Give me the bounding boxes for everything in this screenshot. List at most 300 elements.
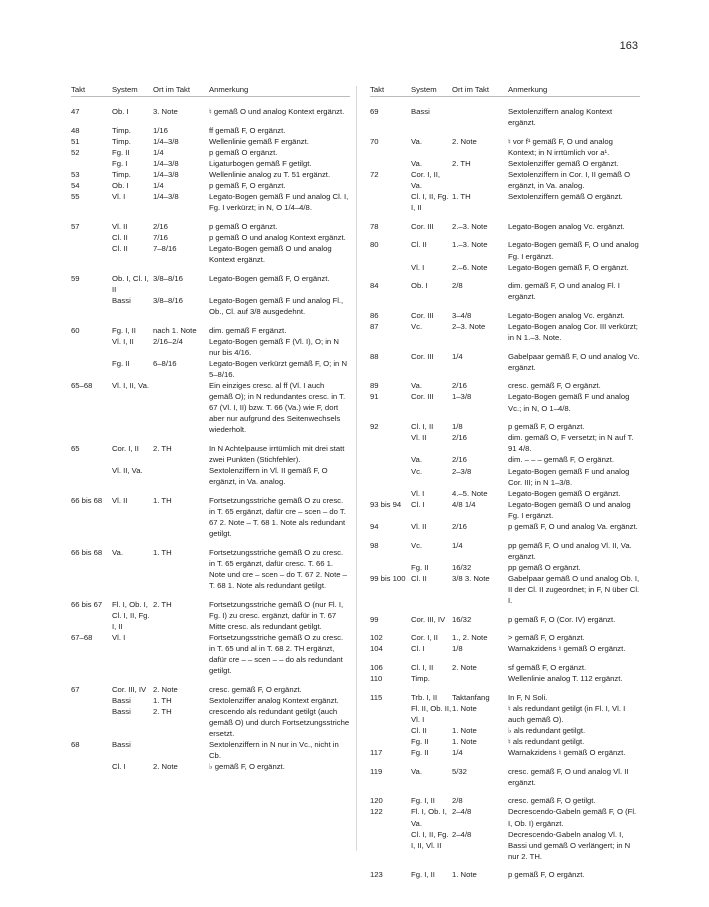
table-row <box>370 725 640 736</box>
table-row <box>71 739 350 761</box>
cell-system: Vl. I <box>411 488 425 498</box>
header-ort: Ort im Takt <box>452 85 490 94</box>
cell-ort: 4.–5. Note <box>452 488 488 498</box>
cell-ort: 1/4 <box>153 147 164 157</box>
cell-anmerkung: ♮ als redundant getilgt. <box>508 737 585 746</box>
cell-takt <box>71 295 112 317</box>
cell-takt: 55 <box>71 192 80 202</box>
table-row <box>71 761 350 772</box>
table-row <box>370 703 640 725</box>
table-row <box>71 336 350 358</box>
cell-takt: 47 <box>71 107 80 116</box>
cell-system: Fg. II <box>411 748 429 758</box>
table-row <box>370 351 640 373</box>
cell-anmerkung: Warnakzidens ♮ gemäß O ergänzt. <box>508 748 626 758</box>
cell-takt: 54 <box>71 181 80 191</box>
table-row <box>71 221 350 232</box>
cell-anmerkung: p gemäß F, O ergänzt. <box>209 181 286 191</box>
table-row <box>71 599 350 632</box>
cell-system: Cl. II <box>112 232 128 242</box>
table-row <box>370 280 640 302</box>
cell-takt: 106 <box>370 662 383 672</box>
table-row <box>71 325 350 336</box>
cell-takt <box>71 243 112 265</box>
cell-system: Vc. <box>411 540 423 550</box>
table-row <box>71 706 350 739</box>
cell-system: Cor. III <box>411 221 434 231</box>
cell-takt: 120 <box>370 796 383 806</box>
cell-ort: 1/4 <box>452 351 463 361</box>
cell-system: Cl. I <box>411 499 425 509</box>
cell-system: Fg. I <box>112 158 128 168</box>
table-row <box>71 547 350 591</box>
cell-takt <box>370 488 411 499</box>
cell-system: Cor. III, IV <box>411 614 446 624</box>
cell-takt <box>370 158 411 169</box>
cell-system: Bassi <box>112 295 131 305</box>
table-row <box>370 540 640 562</box>
cell-anmerkung: Gabelpaar gemäß F, O und analog Vc. ergänzt. <box>508 351 640 372</box>
page-number: 163 <box>619 40 638 52</box>
cell-takt: 66 bis 67 <box>71 599 103 609</box>
cell-anmerkung: Fortsetzungsstriche gemäß O zu cresc. in T. 65 und al in T. 68 2. TH ergänzt, dafür cre – – scen – – do als redundant getilgt. <box>209 632 344 676</box>
cell-system: Fg. II <box>411 562 429 572</box>
cell-ort: 2.–6. Note <box>452 262 488 272</box>
cell-system: Fg. II <box>411 737 429 746</box>
table-row <box>71 125 350 136</box>
cell-ort: 3/8 3. Note <box>452 573 490 583</box>
table-row <box>370 169 640 191</box>
cell-ort: 2/16 <box>452 381 467 391</box>
cell-takt: 60 <box>71 325 80 335</box>
cell-takt <box>370 562 411 573</box>
cell-takt: 51 <box>71 136 80 146</box>
cell-system: Cl. I, II, Fg. I, II, Vl. II <box>411 829 449 850</box>
cell-anmerkung: Wellenlinie analog T. 112 ergänzt. <box>508 674 623 684</box>
cell-system: Cor. III, IV <box>112 684 147 694</box>
cell-anmerkung: dim. – – – gemäß F, O ergänzt. <box>508 455 614 465</box>
cell-ort: 6–8/16 <box>153 358 177 368</box>
cell-takt <box>370 454 411 465</box>
cell-ort: Taktanfang <box>452 692 490 702</box>
cell-takt <box>71 695 112 706</box>
cell-ort: 3–4/8 <box>452 310 472 320</box>
cell-takt <box>71 158 112 169</box>
cell-takt: 72 <box>370 169 379 179</box>
cell-takt: 117 <box>370 748 383 758</box>
cell-system: Bassi <box>411 107 430 116</box>
cell-system: Ob. I <box>112 107 129 116</box>
cell-anmerkung: Legato-Bogen gemäß F, O und analog Fg. I ergänzt. <box>508 240 639 261</box>
cell-system: Trb. I, II <box>411 692 438 702</box>
cell-anmerkung: Legato-Bogen analog Vc. ergänzt. <box>508 221 625 231</box>
column-separator <box>356 86 357 851</box>
cell-system: Timp. <box>112 136 131 146</box>
cell-ort <box>153 380 209 435</box>
cell-anmerkung: cresc. gemäß F, O und analog Vl. II ergänzt. <box>508 766 629 787</box>
cell-ort <box>452 106 508 128</box>
cell-system: Vl. I <box>411 262 425 272</box>
table-row <box>370 766 640 788</box>
cell-ort: 1. TH <box>153 695 172 705</box>
table-row <box>370 614 640 625</box>
table-row <box>370 158 640 169</box>
cell-ort: 16/32 <box>452 562 472 572</box>
cell-anmerkung: Legato-Bogen gemäß F (Vl. I), O; in N nur bis 4/16. <box>209 336 339 357</box>
cell-system: Fl. I, Ob. I, Va. <box>411 807 447 828</box>
cell-ort: 1/4–3/8 <box>153 158 179 168</box>
table-row <box>71 443 350 465</box>
cell-system: Bassi <box>112 695 131 705</box>
table-row <box>71 180 350 191</box>
cell-system: Cl. II <box>411 573 427 583</box>
cell-system: Bassi <box>112 740 131 750</box>
cell-ort: 3/8–8/16 <box>153 295 183 305</box>
cell-system: Vl. I, II <box>112 336 134 346</box>
cell-ort: 3. Note <box>153 107 178 116</box>
table-row <box>370 106 640 128</box>
cell-ort: 1/4 <box>153 181 164 191</box>
cell-system: Fl. II, Ob. II, Vl. I <box>411 703 452 724</box>
cell-system: Vl. I <box>112 192 126 202</box>
cell-anmerkung: p gemäß F, O ergänzt. <box>508 422 585 432</box>
cell-takt: 53 <box>71 169 80 179</box>
cell-ort: 1. Note <box>452 870 477 880</box>
right-column <box>370 84 640 881</box>
cell-takt: 104 <box>370 644 383 654</box>
cell-system: Cor. III <box>411 351 434 361</box>
cell-takt: 69 <box>370 107 379 116</box>
table-row <box>370 795 640 806</box>
table-row <box>370 488 640 499</box>
cell-anmerkung: Sextolenziffern in Vl. II gemäß F, O ergänzt, in Va. analog. <box>209 466 328 487</box>
table-row <box>370 466 640 488</box>
cell-system: Fg. I, II <box>411 870 435 880</box>
cell-takt: 98 <box>370 540 379 550</box>
cell-anmerkung: Legato-Bogen gemäß F und analog Fl., Ob., Cl. auf 3/8 ausgedehnt. <box>209 295 344 316</box>
cell-takt <box>71 358 112 380</box>
cell-takt: 67 <box>71 684 80 694</box>
cell-takt <box>370 432 411 454</box>
cell-system: Cor. I, II <box>112 444 139 454</box>
cell-ort: 1/8 <box>452 422 463 432</box>
cell-anmerkung: Legato-Bogen gemäß O ergänzt. <box>508 488 621 498</box>
cell-system: Vc. <box>411 466 423 476</box>
cell-ort: 2. TH <box>153 599 172 609</box>
cell-system: Vl. II <box>411 433 427 443</box>
cell-system: Fg. I, II <box>112 325 136 335</box>
table-row <box>370 632 640 643</box>
cell-takt: 88 <box>370 351 379 361</box>
cell-system: Fg. I, II <box>411 796 435 806</box>
cell-takt: 99 <box>370 614 379 624</box>
cell-system: Va. <box>411 158 422 168</box>
cell-anmerkung: ♮ als redundant getilgt (in Fl. I, Vl. I auch gemäß O). <box>508 703 626 724</box>
table-row <box>71 191 350 213</box>
cell-takt: 123 <box>370 870 383 880</box>
cell-ort: 2/16 <box>452 522 467 531</box>
cell-takt: 66 bis 68 <box>71 495 103 505</box>
cell-ort <box>452 673 508 684</box>
cell-system: Cl. II <box>112 244 128 254</box>
cell-anmerkung: Legato-Bogen gemäß F und analog Vc.; in N, O 1–4/8. <box>508 392 630 413</box>
table-row <box>71 684 350 695</box>
header-takt: Takt <box>71 85 86 94</box>
cell-takt: 57 <box>71 221 80 231</box>
table-row <box>370 262 640 273</box>
cell-ort: 16/32 <box>452 614 472 624</box>
cell-system: Bassi <box>112 707 131 716</box>
table-row <box>370 747 640 758</box>
cell-anmerkung: p gemäß O ergänzt. <box>209 147 278 157</box>
cell-takt <box>71 232 112 243</box>
cell-ort: 2. Note <box>452 662 477 672</box>
cell-takt: 91 <box>370 392 379 402</box>
cell-anmerkung: p gemäß O ergänzt. <box>209 221 278 231</box>
table-row <box>71 136 350 147</box>
cell-ort: 7–8/16 <box>153 244 177 254</box>
cell-ort: 2/16 <box>452 455 467 465</box>
cell-anmerkung: ♮ vor f¹ gemäß F, O und analog Kontext; in N irrtümlich vor a¹. <box>508 136 613 157</box>
cell-anmerkung: Ein einziges cresc. al ff (Vl. I auch gemäß O); in N redundantes cresc. in T. 67 (Vl. I, II) bzw. T. 66 (Va.) wie F, dort aber nur aufgrund des Seitenwechsels wiederholt. <box>209 381 346 435</box>
cell-anmerkung: Legato-Bogen gemäß F und analog Cor. III; in N 1–3/8. <box>508 466 630 487</box>
cell-ort: 1/4–3/8 <box>153 192 179 202</box>
table-body <box>370 106 640 881</box>
table-header <box>71 84 350 97</box>
cell-anmerkung: ♮ gemäß O und analog Kontext ergänzt. <box>209 107 345 116</box>
cell-ort: 1/4 <box>452 540 463 550</box>
cell-anmerkung: Sextolenziffern analog Kontext ergänzt. <box>508 107 613 128</box>
cell-takt: 80 <box>370 240 379 250</box>
cell-takt <box>370 736 411 747</box>
table-row <box>370 221 640 232</box>
table-row <box>71 632 350 676</box>
cell-anmerkung: Legato-Bogen gemäß O und analog Fg. I ergänzt. <box>508 499 631 520</box>
cell-ort: 1. Note <box>452 703 477 713</box>
cell-anmerkung: In N Achtelpause irrtümlich mit drei statt zwei Punkten (Stichfehler). <box>209 444 345 465</box>
cell-ort: 1. Note <box>452 725 477 735</box>
cell-ort: 2. Note <box>153 684 178 694</box>
cell-ort: 2/8 <box>452 796 463 806</box>
cell-ort: 2/16 <box>452 433 467 443</box>
table-row <box>370 310 640 321</box>
cell-takt: 87 <box>370 322 379 331</box>
cell-anmerkung: ♭ gemäß F, O ergänzt. <box>209 762 285 772</box>
cell-system: Fl. I, Ob. I, Cl. I, II, Fg. I, II <box>112 599 150 631</box>
cell-anmerkung: Sextolenziffern in Cor. I, II gemäß O ergänzt, in Va. analog. <box>508 169 631 191</box>
cell-takt <box>71 465 112 487</box>
cell-takt: 115 <box>370 692 383 702</box>
header-system: System <box>411 85 437 94</box>
table-row <box>370 391 640 413</box>
cell-anmerkung: cresc. gemäß F, O getilgt. <box>508 796 596 806</box>
cell-system: Va. <box>411 381 422 391</box>
cell-ort: 1/8 <box>452 644 463 654</box>
cell-ort <box>153 739 209 761</box>
table-row <box>71 158 350 169</box>
cell-takt: 70 <box>370 136 379 146</box>
cell-takt <box>71 761 112 772</box>
cell-ort: 5/32 <box>452 766 467 776</box>
table-row <box>370 869 640 880</box>
cell-anmerkung: Sextolenziffer analog Kontext ergänzt. <box>209 695 339 705</box>
table-row <box>370 239 640 261</box>
table-row <box>71 465 350 487</box>
cell-ort: 2–4/8 <box>452 807 472 817</box>
cell-anmerkung: dim. gemäß F, O und analog Fl. I ergänzt. <box>508 281 620 302</box>
cell-system: Cl. I <box>112 762 126 772</box>
header-takt: Takt <box>370 85 385 94</box>
cell-ort: 4/8 1/4 <box>452 499 476 509</box>
cell-anmerkung: Decrescendo-Gabeln analog Vl. I, Bassi und gemäß O verlängert; in N nur 2. TH. <box>508 829 631 861</box>
cell-system: Vl. II, Va. <box>112 466 143 476</box>
cell-system: Timp. <box>112 169 131 179</box>
cell-anmerkung: Gabelpaar gemäß O und analog Ob. I, II der Cl. II zugeordnet; in F, N über Cl. I. <box>508 573 640 606</box>
table-body <box>71 106 350 773</box>
cell-system: Cor. I, II <box>411 633 438 643</box>
cell-takt: 89 <box>370 381 379 391</box>
table-row <box>370 321 640 343</box>
cell-system: Cl. I <box>411 644 425 654</box>
cell-anmerkung: Decrescendo-Gabeln gemäß F, O (Fl. I, Ob. I) ergänzt. <box>508 807 637 828</box>
cell-ort: 1., 2. Note <box>452 633 488 643</box>
cell-system: Ob. I, Cl. I, II <box>112 273 149 294</box>
cell-anmerkung: Ligaturbogen gemäß F getilgt. <box>209 158 312 168</box>
cell-takt: 68 <box>71 740 80 750</box>
cell-anmerkung: Legato-Bogen analog Vc. ergänzt. <box>508 310 625 320</box>
cell-ort: 1–3/8 <box>452 392 472 402</box>
header-ort: Ort im Takt <box>153 85 191 94</box>
cell-ort: 2. TH <box>153 444 172 454</box>
cell-anmerkung: > gemäß F, O ergänzt. <box>508 633 585 643</box>
table-row <box>71 495 350 539</box>
table-row <box>370 736 640 747</box>
cell-ort: 1. Note <box>452 737 477 746</box>
cell-takt: 67–68 <box>71 632 93 642</box>
cell-anmerkung: Legato-Bogen gemäß F und analog Cl. I, Fg. I verkürzt; in N, O 1/4–4/8. <box>209 192 349 213</box>
left-column <box>71 84 350 773</box>
cell-takt: 65 <box>71 444 80 454</box>
cell-ort: 2–3/8 <box>452 466 472 476</box>
cell-anmerkung: Legato-Bogen analog Cor. III verkürzt; in N 1.–3. Note. <box>508 322 638 343</box>
cell-system: Cl. I, II, Fg. I, II <box>411 192 449 213</box>
cell-system: Cor. I, II, Va. <box>411 169 441 191</box>
table-row <box>370 692 640 703</box>
table-row <box>71 380 350 435</box>
cell-takt: 66 bis 68 <box>71 547 103 557</box>
cell-anmerkung: cresc. gemäß F, O ergänzt. <box>508 381 601 391</box>
cell-ort: 1/4–3/8 <box>153 169 179 179</box>
cell-anmerkung: p gemäß O und analog Kontext ergänzt. <box>209 232 346 242</box>
table-row <box>71 106 350 117</box>
cell-anmerkung: Wellenlinie analog zu T. 51 ergänzt. <box>209 169 331 179</box>
cell-system: Ob. I <box>112 181 129 191</box>
cell-takt: 86 <box>370 310 379 320</box>
cell-system: Vl. I, II, Va. <box>112 381 150 391</box>
cell-takt: 119 <box>370 766 383 776</box>
cell-ort: 2. TH <box>452 158 471 168</box>
cell-ort <box>153 632 209 676</box>
cell-takt <box>370 191 411 213</box>
cell-ort: 1. TH <box>452 192 471 202</box>
cell-anmerkung: Warnakzidens ♮ gemäß O ergänzt. <box>508 644 626 654</box>
cell-anmerkung: sf gemäß F, O ergänzt. <box>508 662 587 672</box>
cell-anmerkung: Fortsetzungsstriche gemäß O (nur Fl. I, Fg. I) zu cresc. ergänzt, dafür in T. 67 Mitte cresc. als redundant getilgt. <box>209 599 344 631</box>
table-row <box>370 521 640 532</box>
table-row <box>71 243 350 265</box>
cell-anmerkung: Legato-Bogen gemäß F, O ergänzt. <box>508 262 629 272</box>
cell-anmerkung: Fortsetzungsstriche gemäß O zu cresc. in T. 65 ergänzt, dafür cre – scen – do T. 67 2. Note – T. 68 1. Note als redundant getilgt. <box>209 495 346 539</box>
cell-anmerkung: pp gemäß F, O und analog Vl. II, Va. ergänzt. <box>508 540 632 561</box>
table-row <box>71 147 350 158</box>
cell-takt <box>370 829 411 862</box>
cell-system: Timp. <box>411 674 430 684</box>
cell-system: Cl. I, II <box>411 662 434 672</box>
cell-takt <box>71 706 112 739</box>
cell-ort: 1. TH <box>153 547 172 557</box>
cell-ort: 2.–3. Note <box>452 221 488 231</box>
cell-system: Timp. <box>112 125 131 135</box>
cell-anmerkung: Wellenlinie gemäß F ergänzt. <box>209 136 309 146</box>
cell-anmerkung: p gemäß F, O (Cor. IV) ergänzt. <box>508 614 616 624</box>
table-row <box>370 562 640 573</box>
cell-system: Va. <box>112 547 123 557</box>
cell-takt: 122 <box>370 807 383 817</box>
cell-system: Vl. II <box>112 495 128 505</box>
cell-anmerkung: ♭ als redundant getilgt. <box>508 725 586 735</box>
table-row <box>370 191 640 213</box>
cell-anmerkung: Fortsetzungsstriche gemäß O zu cresc. in T. 65 ergänzt, dafür cresc. T. 66 1. Note und cre – scen – do T. 67 2. Note – T. 68 1. Note als redundant getilgt. <box>209 547 347 591</box>
cell-ort <box>153 465 209 487</box>
cell-takt <box>370 466 411 488</box>
cell-takt: 92 <box>370 422 379 432</box>
cell-takt: 102 <box>370 633 383 643</box>
cell-anmerkung: ff gemäß F, O ergänzt. <box>209 125 286 135</box>
cell-takt: 59 <box>71 273 80 283</box>
cell-takt: 84 <box>370 281 379 291</box>
table-row <box>370 499 640 521</box>
cell-system: Fg. II <box>112 147 130 157</box>
cell-system: Cl. II <box>411 725 427 735</box>
cell-ort: nach 1. Note <box>153 325 197 335</box>
cell-anmerkung: Legato-Bogen gemäß F, O ergänzt. <box>209 273 330 283</box>
cell-takt: 78 <box>370 221 379 231</box>
cell-ort: 2/16 <box>153 221 168 231</box>
table-row <box>370 643 640 654</box>
cell-takt: 48 <box>71 125 80 135</box>
cell-takt: 94 <box>370 522 379 531</box>
cell-ort: 1/16 <box>153 125 168 135</box>
table-row <box>370 432 640 454</box>
header-system: System <box>112 85 138 94</box>
table-row <box>71 169 350 180</box>
cell-system: Cor. III <box>411 392 434 402</box>
cell-takt <box>370 725 411 736</box>
cell-system: Cl. I, II <box>411 422 434 432</box>
cell-ort: 2–4/8 <box>452 829 472 839</box>
cell-takt: 52 <box>71 147 80 157</box>
table-row <box>370 380 640 391</box>
cell-anmerkung: p gemäß F, O und analog Va. ergänzt. <box>508 522 638 531</box>
table-row <box>370 573 640 606</box>
table-row <box>370 829 640 862</box>
cell-ort: 2/8 <box>452 281 463 291</box>
cell-anmerkung: Sextolenziffer gemäß O ergänzt. <box>508 158 619 168</box>
cell-system: Cor. III <box>411 310 434 320</box>
cell-system: Cl. II <box>411 240 427 250</box>
cell-ort: 1/4–3/8 <box>153 136 179 146</box>
cell-anmerkung: dim. gemäß F ergänzt. <box>209 325 287 335</box>
